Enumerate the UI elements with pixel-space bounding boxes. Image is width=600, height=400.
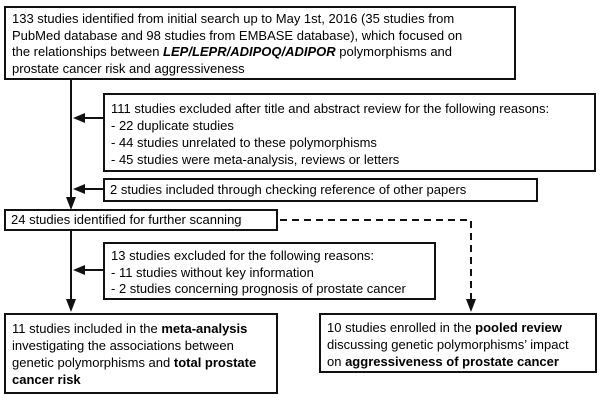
text-run: prostate cancer risk and aggressiveness [12, 60, 245, 76]
text-run: 11 studies included in the [12, 321, 162, 336]
text-run: the relationships between [12, 44, 164, 59]
text-run: 13 studies excluded for the following reasons: [111, 248, 375, 263]
text-line [12, 28, 508, 45]
text-line [327, 319, 589, 336]
text-line [12, 61, 508, 78]
text-run: - 22 duplicate studies [111, 118, 234, 133]
box-pooled-review [319, 313, 597, 373]
text-line [111, 281, 428, 298]
text-run: polymorphisms and [335, 44, 453, 59]
text-run: PubMed database and 98 studies from EMBASE database), which focused on [12, 27, 463, 43]
box-meta-analysis [4, 313, 278, 394]
text-line [111, 248, 428, 265]
text-line [12, 44, 508, 61]
emphasis-text: aggressiveness of prostate cancer [345, 354, 559, 369]
arrowhead-down-meta-icon [66, 299, 76, 312]
emphasis-text: cancer risk [12, 372, 81, 387]
text-line [327, 336, 589, 353]
text-line [12, 354, 270, 371]
text-line [12, 11, 508, 28]
emphasis-text: meta-analysis [161, 321, 248, 336]
text-run: - 2 studies concerning prognosis of prostate cancer [111, 281, 406, 296]
text-run: 111 studies excluded after title and abstract review for the following reasons: [111, 101, 550, 116]
arrowhead-left-excluded2-icon [73, 265, 85, 275]
text-run: - 45 studies were meta-analysis, reviews or letters [111, 152, 400, 167]
text-run: 133 studies identified from initial search up to May 1st, 2016 (35 studies from [12, 11, 455, 26]
gene-names-text: LEP/LEPR/ADIPOQ/ADIPOR [163, 44, 336, 59]
text-run: investigating the associations between [12, 338, 234, 353]
text-run: - 44 studies unrelated to these polymorphisms [111, 135, 377, 150]
emphasis-text: total prostate [173, 355, 257, 370]
text-line [111, 134, 592, 151]
text-line [110, 182, 531, 199]
text-run: - 11 studies without key information [111, 264, 314, 280]
box-further-scanning [4, 209, 278, 231]
text-line [12, 337, 270, 354]
box-initial-search [4, 6, 516, 80]
text-run: on [327, 354, 346, 369]
text-line [11, 212, 271, 229]
emphasis-text: pooled review [475, 320, 562, 335]
text-line [12, 320, 270, 337]
text-line [12, 371, 270, 388]
arrowhead-left-reference-icon [73, 184, 85, 194]
text-line [111, 265, 428, 282]
text-run: 10 studies enrolled in the [327, 320, 476, 335]
text-line [111, 100, 592, 117]
text-line [111, 151, 592, 168]
box-excluded-title-abstract [103, 93, 596, 172]
text-run: genetic polymorphisms and [12, 355, 174, 370]
box-excluded-scanning [103, 242, 436, 300]
text-run: discussing genetic polymorphisms’ impact [327, 337, 569, 352]
text-run: 2 studies included through checking reference of other papers [110, 182, 467, 197]
arrowhead-down-pooled-icon [466, 299, 476, 312]
box-reference-included [103, 178, 538, 202]
text-run: 24 studies identified for further scanning [11, 212, 242, 227]
arrowhead-left-excluded1-icon [73, 113, 85, 123]
text-line [111, 117, 592, 134]
text-line [327, 353, 589, 370]
